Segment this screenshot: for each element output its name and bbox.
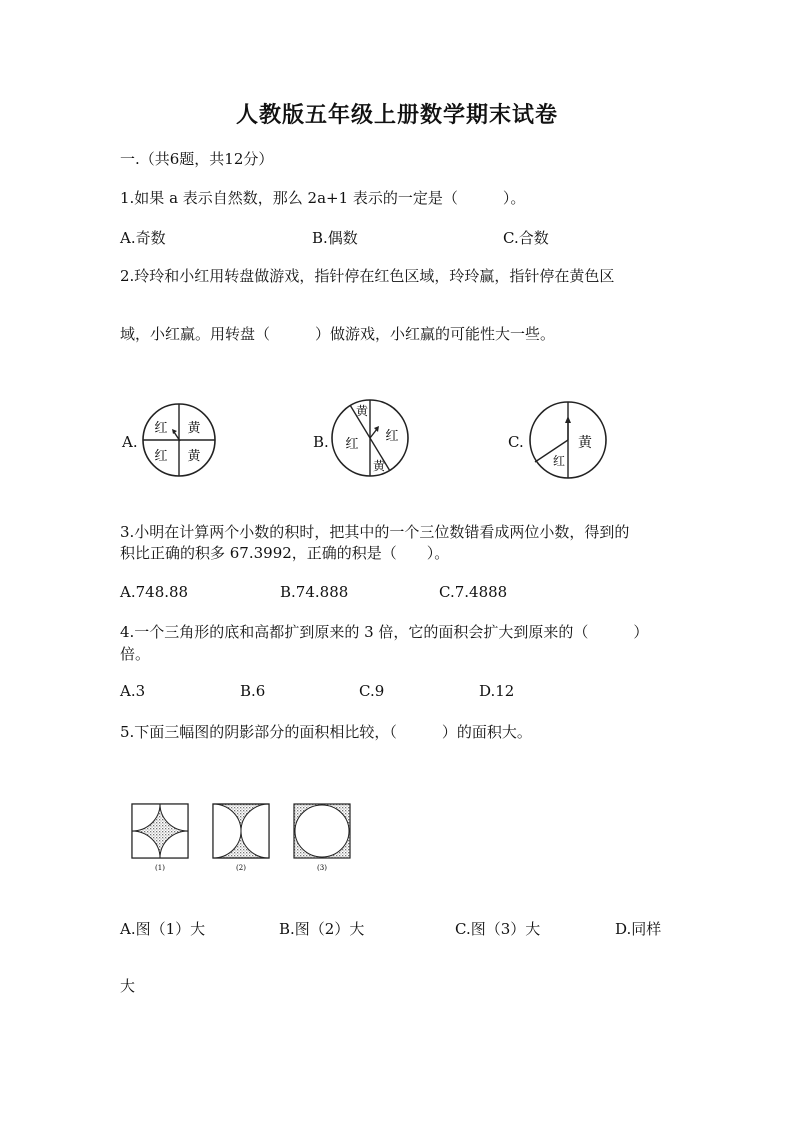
shaded-area-figures xyxy=(120,795,370,875)
q5-option-c: C.图（3）大 xyxy=(455,920,541,938)
q1-option-c: C.合数 xyxy=(503,229,549,247)
spinner-a-red-1: 红 xyxy=(154,421,168,436)
q2-option-c: C. xyxy=(508,433,524,451)
figure-1 xyxy=(132,804,188,858)
q4-option-d: D.12 xyxy=(479,682,515,700)
spinner-b-yellow-1: 黄 xyxy=(355,404,369,418)
question-5: 5.下面三幅图的阴影部分的面积相比较，（ ）的面积大。 xyxy=(120,723,532,741)
spinner-b-red-2: 红 xyxy=(385,429,399,444)
q5-option-a: A.图（1）大 xyxy=(120,920,206,938)
page-title: 人教版五年级上册数学期末试卷 xyxy=(235,102,558,128)
spinner-b-figure xyxy=(330,398,412,480)
figure-1-label: (1) xyxy=(155,864,165,872)
question-4-line-1: 4.一个三角形的底和高都扩到原来的 3 倍，它的面积会扩大到原来的（ ） xyxy=(120,623,649,641)
q4-option-c: C.9 xyxy=(359,682,385,700)
spinner-c-yellow: 黄 xyxy=(578,435,592,451)
spinner-b-yellow-2: 黄 xyxy=(372,459,386,473)
q5-option-d-wrap: 大 xyxy=(120,977,136,995)
question-1: 1.如果 a 表示自然数，那么 2a+1 表示的一定是（ ）。 xyxy=(120,189,526,207)
spinner-a-figure xyxy=(139,402,219,482)
question-3-line-1: 3.小明在计算两个小数的积时，把其中的一个三位数错看成两位小数，得到的 xyxy=(120,523,630,541)
q5-option-b: B.图（2）大 xyxy=(279,920,365,938)
q2-option-b: B. xyxy=(313,433,329,451)
spinner-a-red-2: 红 xyxy=(154,449,168,464)
spinner-b-red-1: 红 xyxy=(345,437,359,452)
q1-option-a: A.奇数 xyxy=(120,229,166,247)
spinner-a-yellow-1: 黄 xyxy=(187,421,201,436)
q1-option-b: B.偶数 xyxy=(312,229,358,247)
q3-option-b: B.74.888 xyxy=(280,583,349,601)
q3-option-a: A.748.88 xyxy=(120,583,189,601)
figure-3-label: (3) xyxy=(317,864,327,872)
section-heading: 一.（共6题，共12分） xyxy=(120,150,274,168)
q4-option-a: A.3 xyxy=(120,682,146,700)
question-4-line-2: 倍。 xyxy=(120,645,151,663)
q2-option-a: A. xyxy=(122,433,138,451)
question-3-line-2: 积比正确的积多 67.3992，正确的积是（ ）。 xyxy=(120,544,450,562)
figure-2 xyxy=(213,804,269,858)
spinner-c-figure xyxy=(528,400,610,482)
figure-2-label: (2) xyxy=(236,864,246,872)
q3-option-c: C.7.4888 xyxy=(439,583,508,601)
question-2-line-2: 域，小红赢。用转盘（ ）做游戏，小红赢的可能性大一些。 xyxy=(120,325,556,343)
q5-option-d: D.同样 xyxy=(615,920,662,938)
spinner-c-red: 红 xyxy=(552,454,566,468)
figure-3 xyxy=(294,804,350,858)
spinner-a-yellow-2: 黄 xyxy=(187,449,201,464)
question-2-line-1: 2.玲玲和小红用转盘做游戏，指针停在红色区域，玲玲赢，指针停在黄色区 xyxy=(120,267,615,285)
q4-option-b: B.6 xyxy=(240,682,266,700)
